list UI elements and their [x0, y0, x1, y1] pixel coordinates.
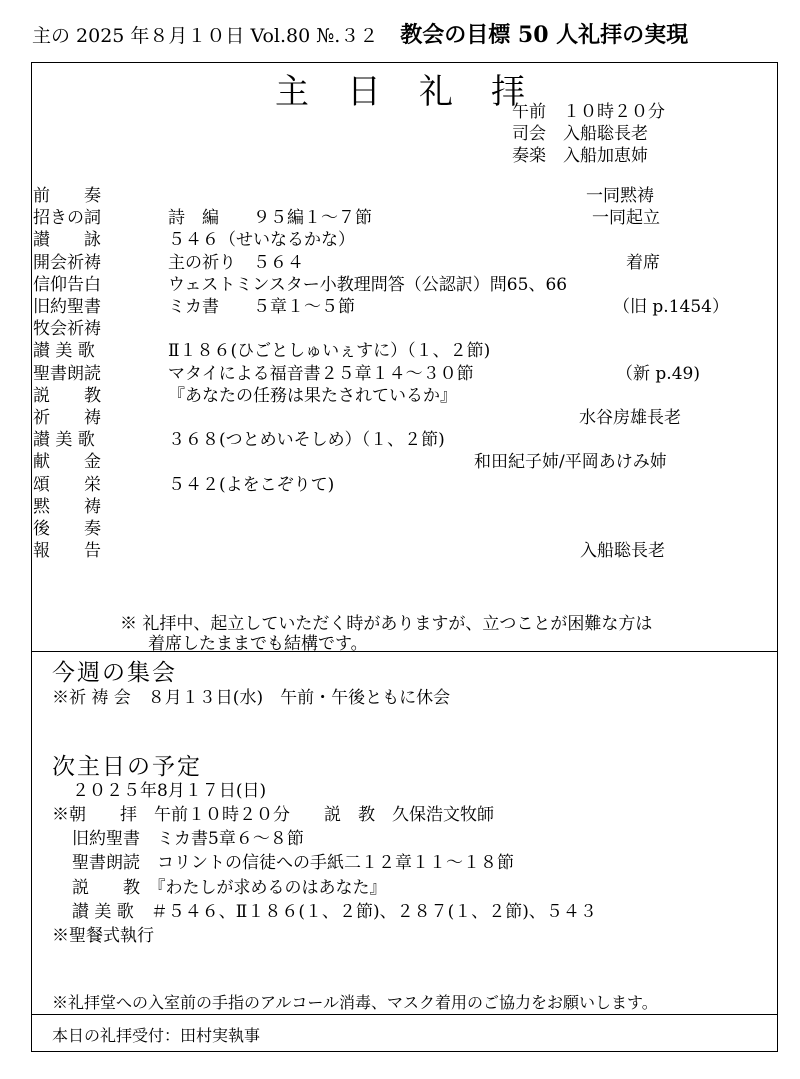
order-item-label: 祈 祷	[33, 408, 101, 428]
order-item-detail: ３６８(つとめいそしめ）（１、２節)	[168, 430, 445, 451]
order-item-detail: ５４６（せいなるかな）	[168, 230, 355, 251]
bulletin-header	[32, 18, 688, 49]
service-presider: 司会 入船聡長老	[512, 124, 648, 144]
reception-duty: 本日の礼拝受付：田村実執事	[52, 1026, 261, 1045]
order-item-leader: 入船聡長老	[580, 541, 665, 562]
order-item-label: 信仰告白	[33, 274, 101, 295]
church-motto: 教会の目標 50 人礼拝の実現	[400, 22, 689, 48]
order-item-leader: （旧 p.1454）	[613, 297, 729, 317]
order-item-detail: Ⅱ１８６(ひごとしゅいぇすに）（１、２節)	[168, 341, 491, 362]
order-item-detail: ウェストミンスター小教理問答（公認訳）問65、66	[168, 274, 568, 295]
order-item-leader: 和田紀子姉/平岡あけみ姉	[474, 452, 667, 473]
next-sunday-heading: 次主日の予定	[52, 754, 202, 780]
order-item-detail: マタイによる福音書２５章１４～３０節	[168, 363, 474, 384]
order-item-label: 献 金	[33, 452, 101, 473]
next-date: ２０２５年8月１７日(日)	[72, 781, 267, 801]
order-item-label: 讃 詠	[33, 230, 101, 251]
order-item-label: 旧約聖書	[33, 297, 101, 317]
order-item-label: 牧会祈祷	[33, 319, 101, 340]
order-item-detail: ミカ書 ５章１～５節	[168, 297, 355, 317]
service-time: 午前 １０時２０分	[512, 102, 665, 122]
order-item-label: 前 奏	[33, 186, 101, 206]
order-item-label: 説 教	[33, 385, 101, 406]
order-item-label: 黙 祷	[33, 496, 101, 517]
date-line: 主の 2025 年８月１０日 Vol.80 №.３２	[32, 25, 379, 47]
order-item-label: 開会祈祷	[33, 252, 101, 273]
section-divider	[31, 651, 778, 652]
next-sermon: 説 教 『わたしが求めるのはあなた』	[72, 878, 387, 898]
order-item-leader: 水谷房雄長老	[579, 408, 681, 428]
order-item-leader: 一同起立	[592, 208, 660, 229]
note-line: 着席したままでも結構です。	[148, 634, 368, 654]
order-item-detail: 主の祈り ５６４	[168, 252, 304, 273]
next-scripture-reading: 聖書朗読 コリントの信徒への手紙二１２章１１～１８節	[72, 853, 514, 873]
order-item-label: 讃 美 歌	[33, 430, 95, 451]
hygiene-notice: ※礼拝堂への入室前の手指のアルコール消毒、マスク着用のご協力をお願いします。	[52, 993, 658, 1012]
service-music: 奏楽 入船加恵姉	[512, 146, 648, 166]
order-item-leader: （新 p.49)	[616, 363, 700, 384]
order-item-detail: ５４２(よをこぞりて)	[168, 474, 335, 495]
next-ot-reading: 旧約聖書 ミカ書5章６～８節	[72, 829, 304, 849]
next-worship: ※朝 拝 午前１０時２０分 説 教 久保浩文牧師	[52, 805, 494, 825]
order-item-label: 頌 栄	[33, 474, 101, 495]
note-line: ※ 礼拝中、起立していただく時がありますが、立つことが困難な方は	[120, 614, 653, 634]
order-item-label: 報 告	[33, 541, 101, 562]
order-item-detail: 『あなたの任務は果たされているか』	[168, 385, 457, 406]
service-title: 主日礼拝	[275, 72, 563, 112]
communion-note: ※聖餐式執行	[52, 926, 154, 946]
order-item-label: 後 奏	[33, 519, 101, 539]
weekly-heading: 今週の集会	[52, 660, 177, 686]
section-divider	[31, 1014, 778, 1015]
order-item-label: 招きの詞	[33, 208, 101, 229]
order-item-leader: 一同黙祷	[586, 186, 654, 206]
order-item-label: 聖書朗読	[33, 363, 101, 384]
next-hymns: 讃 美 歌 ＃５４６、Ⅱ１８６(１、２節)、２８７(１、２節)、５４３	[72, 902, 597, 922]
order-item-detail: 詩 編 ９５編１～７節	[168, 208, 372, 229]
order-item-label: 讃 美 歌	[33, 341, 95, 362]
prayer-meeting: ※祈 祷 会 ８月１３日(水) 午前・午後ともに休会	[52, 688, 451, 708]
order-item-leader: 着席	[626, 252, 660, 273]
